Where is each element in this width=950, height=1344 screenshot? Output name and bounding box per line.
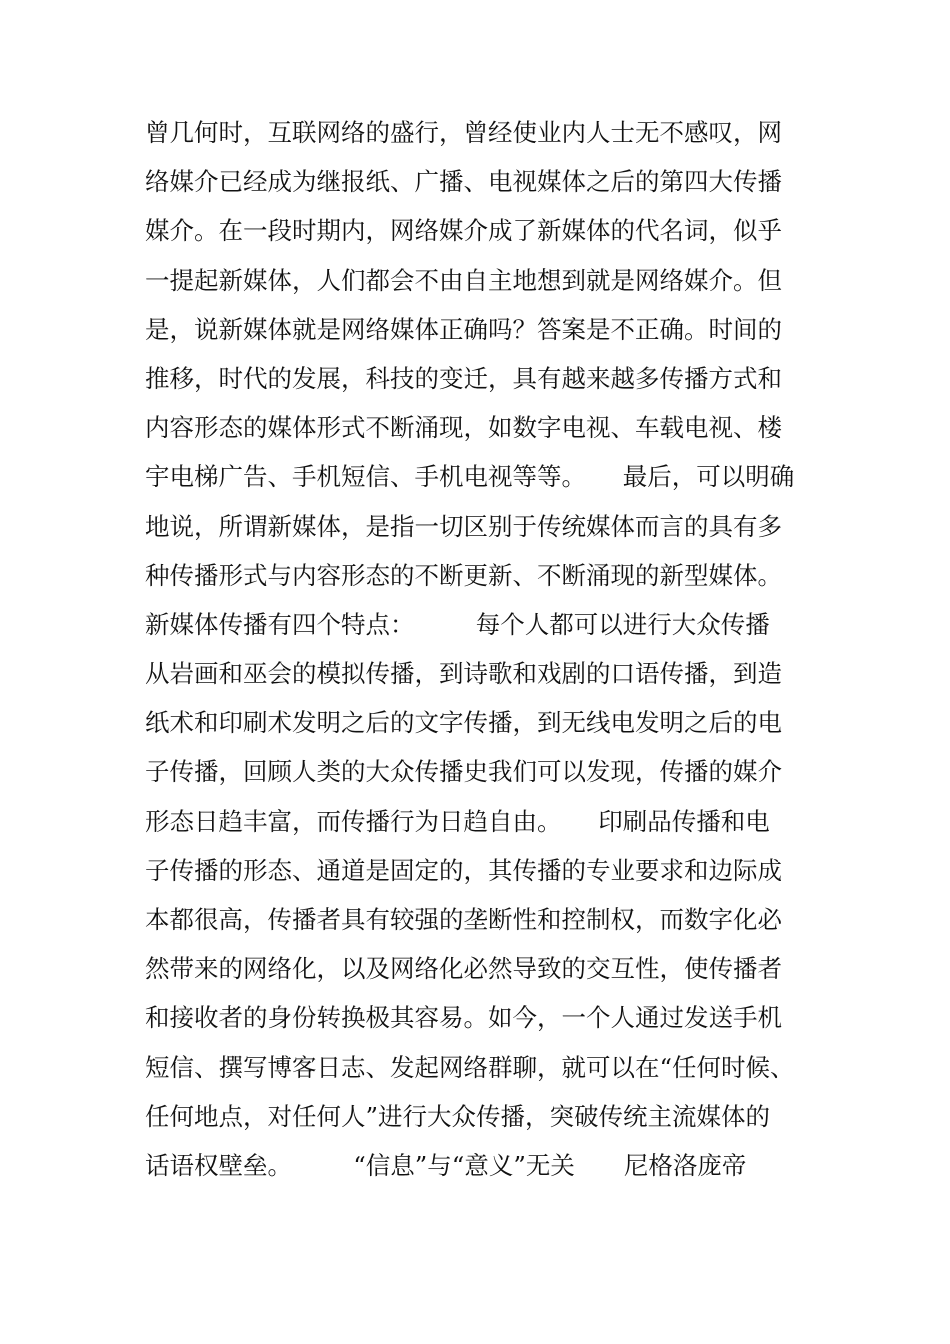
text-line: 媒介。在一段时期内，网络媒介成了新媒体的代名词，似乎	[145, 216, 782, 246]
body-text	[145, 108, 815, 1190]
text-line: 种传播形式与内容形态的不断更新、不断涌现的新型媒体。	[145, 560, 782, 590]
text-line: 宇电梯广告、手机短信、手机电视等等。 最后，可以明确	[145, 462, 795, 492]
text-line: 子传播的形态、通道是固定的，其传播的专业要求和边际成	[145, 855, 782, 885]
text-line: 是，说新媒体就是网络媒体正确吗？答案是不正确。时间的	[145, 314, 782, 344]
text-line: 内容形态的媒体形式不断涌现，如数字电视、车载电视、楼	[145, 413, 782, 443]
text-line: 地说，所谓新媒体，是指一切区别于传统媒体而言的具有多	[145, 511, 782, 541]
text-line: 子传播，回顾人类的大众传播史我们可以发现，传播的媒介	[145, 757, 782, 787]
text-line: 纸术和印刷术发明之后的文字传播，到无线电发明之后的电	[145, 708, 782, 738]
text-line: 从岩画和巫会的模拟传播，到诗歌和戏剧的口语传播，到造	[145, 659, 782, 689]
text-line: 形态日趋丰富，而传播行为日趋自由。 印刷品传播和电	[145, 806, 770, 836]
text-line: 话语权壁垒。 “信息”与“意义”无关 尼格洛庞帝	[145, 1150, 747, 1180]
text-line: 本都很高，传播者具有较强的垄断性和控制权，而数字化必	[145, 905, 782, 934]
text-line: 推移，时代的发展，科技的变迁，具有越来越多传播方式和	[145, 363, 782, 393]
text-line: 任何地点，对任何人”进行大众传播，突破传统主流媒体的	[145, 1101, 771, 1131]
text-line: 新媒体传播有四个特点： 每个人都可以进行大众传播	[145, 609, 770, 639]
text-line: 络媒介已经成为继报纸、广播、电视媒体之后的第四大传播	[145, 167, 782, 197]
text-line: 然带来的网络化，以及网络化必然导致的交互性，使传播者	[145, 954, 782, 984]
text-line: 短信、撰写博客日志、发起网络群聊，就可以在“任何时候、	[145, 1052, 795, 1082]
text-line: 曾几何时，互联网络的盛行，曾经使业内人士无不感叹，网	[145, 118, 782, 147]
text-line: 一提起新媒体，人们都会不由自主地想到就是网络媒介。但	[145, 265, 782, 295]
text-line: 和接收者的身份转换极其容易。如今，一个人通过发送手机	[145, 1003, 782, 1033]
